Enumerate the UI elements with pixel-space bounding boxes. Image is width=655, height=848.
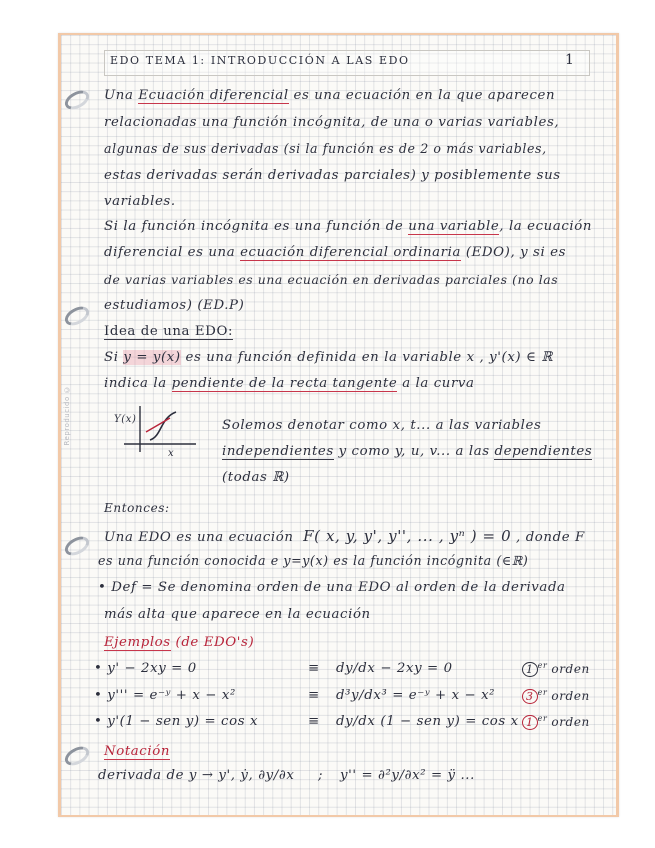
example-order	[522, 714, 590, 730]
definition-line-2: más alta que aparece en la ecuación	[104, 607, 371, 622]
entonces-line-1	[104, 527, 585, 545]
example-lhs: • y''' = e⁻ʸ + x − x²	[94, 688, 236, 703]
text: Si la función incógnita es una función de	[104, 219, 404, 234]
text: a la curva	[402, 376, 475, 391]
equivalence-symbol: ≡	[308, 661, 320, 676]
paragraph-1-line-1	[104, 88, 555, 103]
order-word: orden	[551, 689, 590, 703]
example-order	[522, 688, 590, 704]
equivalence-symbol: ≡	[308, 688, 320, 703]
text: , donde F	[516, 530, 585, 545]
paragraph-2-line-1	[104, 219, 592, 234]
ejemplos-subtitle: (de EDO's)	[175, 635, 255, 650]
paragraph-1-line-3: algunas de sus derivadas (si la función es de 2 o más variables,	[104, 141, 547, 156]
tangent-sketch-graph	[110, 402, 200, 462]
text: Si	[104, 350, 119, 365]
notacion-line-a: derivada de y → y', ẏ, ∂y/∂x	[98, 768, 295, 783]
paragraph-1-line-5: variables.	[104, 194, 176, 209]
text: diferencial es una	[104, 245, 236, 260]
graph-label-x: x	[168, 448, 175, 459]
text: indica la	[104, 376, 167, 391]
paragraph-2-line-4: estudiamos) (ED.P)	[104, 298, 245, 313]
paragraph-2-line-2	[104, 245, 566, 260]
term-edo: ecuación diferencial ordinaria	[240, 245, 461, 260]
order-number: 1	[522, 662, 538, 677]
text: es una función definida en la variable x , y'(x) ∈ ℝ	[185, 350, 553, 365]
order-suffix: er	[537, 661, 548, 670]
paragraph-1-line-4: estas derivadas serán derivadas parciales) y posiblemente sus	[104, 168, 561, 183]
example-lhs: • y' − 2xy = 0	[94, 661, 197, 676]
example-rhs: dy/dx − 2xy = 0	[336, 661, 453, 676]
term-independientes: independientes	[222, 444, 334, 459]
graph-label-y: Y(x)	[114, 414, 137, 425]
idea-line-2	[104, 376, 475, 391]
order-suffix: er	[537, 688, 548, 697]
idea-heading: Idea de una EDO:	[104, 324, 234, 339]
watermark-text: Reproducido ©	[63, 385, 71, 446]
example-order	[522, 661, 590, 677]
text: Una	[104, 88, 134, 103]
term-ecuacion-diferencial: Ecuación diferencial	[138, 88, 289, 103]
note-line-1: Solemos denotar como x, t... a las variables	[222, 418, 542, 433]
example-lhs: • y'(1 − sen y) = cos x	[94, 714, 259, 729]
idea-line-1	[104, 350, 553, 365]
notacion-separator: ;	[318, 768, 324, 783]
text: (EDO), y si es	[465, 245, 567, 260]
order-suffix: er	[537, 714, 548, 723]
entonces-line-2: es una función conocida e y=y(x) es la función incógnita (∈ℝ)	[98, 553, 529, 568]
order-word: orden	[551, 662, 590, 676]
note-line-2	[222, 444, 592, 459]
definition-line-1: • Def = Se denomina orden de una EDO al orden de la derivada	[98, 580, 566, 595]
text: Una EDO es una ecuación	[104, 530, 294, 545]
order-word: orden	[551, 715, 590, 729]
example-rhs: dy/dx (1 − sen y) = cos x	[336, 714, 519, 729]
text: , la ecuación	[499, 219, 593, 234]
text: es una ecuación en la que aparecen	[293, 88, 556, 103]
entonces-label: Entonces:	[104, 501, 170, 515]
general-edo-equation: F( x, y, y', y'', ... , yⁿ ) = 0	[303, 527, 512, 545]
paragraph-2-line-3: de varias variables es una ecuación en derivadas parciales (no las	[104, 272, 559, 287]
term-una-variable: una variable	[408, 219, 500, 234]
term-dependientes: dependientes	[494, 444, 593, 459]
note-line-3: (todas ℝ)	[222, 470, 290, 485]
highlight-y-eq-yx: y = y(x)	[123, 350, 181, 365]
notacion-line-b: y'' = ∂²y/∂x² = ÿ ...	[340, 768, 475, 783]
equivalence-symbol: ≡	[308, 714, 320, 729]
page-number: 1	[565, 52, 575, 68]
notacion-heading: Notación	[104, 744, 170, 759]
ejemplos-heading	[104, 635, 254, 650]
order-number: 3	[522, 689, 538, 704]
page-title: EDO TEMA 1: INTRODUCCIÓN A LAS EDO	[110, 54, 410, 67]
example-rhs: d³y/dx³ = e⁻ʸ + x − x²	[336, 688, 496, 703]
paragraph-1-line-2: relacionadas una función incógnita, de una o varias variables,	[104, 115, 560, 130]
term-pendiente: pendiente de la recta tangente	[171, 376, 398, 391]
order-number: 1	[522, 715, 538, 730]
ejemplos-title: Ejemplos	[104, 635, 171, 650]
text: y como y, u, v... a las	[338, 444, 490, 459]
